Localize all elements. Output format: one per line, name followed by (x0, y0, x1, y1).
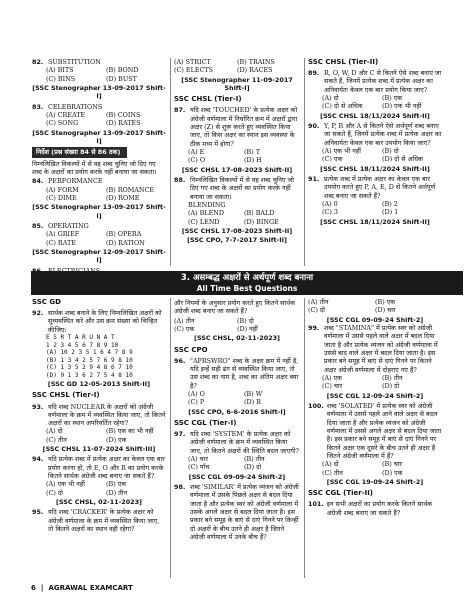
question-text: शब्द 'SOLATED' में प्रत्येक स्वर को अंग्रेजी वर्णमाला में उससे पहले आने वाले अक्षर से बदल दिया जाता है और प्रत्येक व्यंजन को अंग्रेजी वर्णमाला में उससे अगले अक्षर से बदल दिया जाता है। इस प्रकार बने समूह में बाएं से दाएं गिनने पर कितने अक्षर एक दूसरे के बीच उतने ही अक्षर हैं जितने अंग्रेजी वर्णमाला में हैं? (326, 401, 442, 460)
source-tag: [SSC CHSL 18/11/2024 Shift-II] (320, 111, 430, 120)
option-d: (D) H (244, 156, 262, 165)
option-a: (A) तीन (308, 298, 329, 306)
option-b: (B) OPERA (106, 230, 142, 239)
source-tag: [SSC CHSL 18/11/2024 Shift-II] (320, 217, 430, 226)
column-divider (304, 298, 305, 578)
question-number: 99. (308, 323, 320, 332)
option-b: (B) BALD (244, 209, 275, 218)
question-96 (174, 357, 300, 416)
question-92 (32, 309, 166, 388)
option-c: (C) RATE (46, 238, 76, 247)
option-b: (B) COINS (106, 110, 141, 119)
option-c: (C) O (188, 156, 206, 165)
section-tag: SSC CHSL (Tier-I) (32, 391, 100, 400)
question-number: 93. (32, 402, 44, 411)
source-tag: [SSC CPO, 7-7-2017 Shift-II] (187, 236, 287, 245)
question-number: 94. (32, 455, 44, 464)
option-a: (A) दो (322, 460, 339, 469)
option-a: (A) O (188, 390, 205, 399)
option-a: (A) CREATE (46, 110, 86, 119)
column-divider (170, 58, 171, 266)
option-b: (B) तीन (382, 373, 403, 382)
option-c: (C) तीन (322, 468, 343, 477)
question-text: SUBSTITUTION (48, 58, 101, 66)
question-text: "APRSWRO" शब्द के अक्षर क्रम में नहीं है, यदि इन्हें सही ढंग से व्यवस्थित किया जाए, तो उस शब्द का नाम है, शब्द का अंतिम अक्षर क्या है? (190, 356, 299, 390)
section-tag: SSC CGL (Tier-II) (308, 489, 374, 498)
option-d: (D) नहीं (237, 324, 258, 333)
option-a: (A) 0 (322, 200, 338, 209)
option-d: (D) RATES (106, 119, 141, 128)
source-tag: [SSC CHSL 17-08-2023 Shift-II] (181, 165, 293, 174)
option-d: (D) दो से अधिक (382, 155, 423, 164)
grid-row: E S R T A R U N A T (46, 334, 115, 342)
source-tag: [SSC CGL 09-09-24 Shift-2] (326, 315, 424, 324)
section-tag: SSC CHSL (Tier-II) (308, 58, 379, 66)
source-tag: [SSC CHSL, 02-11-2023] (56, 498, 142, 507)
question-82 (32, 58, 166, 101)
option-c: (C) एक (174, 324, 195, 333)
source-tag: [SSC CHSL 11-07-2024 Shift-III] (42, 445, 156, 454)
source-tag: [SSC Stenographer 13-09-2017 Shift-I] (32, 128, 166, 145)
option-a: (A) GRIEF (46, 230, 80, 239)
source-tag: [SSC Stenographer 13-09-2017 Shift-I] (32, 83, 166, 101)
option-d: (D) R (244, 398, 261, 407)
question-95 (32, 508, 166, 533)
question-101 (308, 500, 442, 517)
source-tag: [SSC Stenographer 11-09-2017 Shift-I] (181, 75, 293, 92)
question-text: शब्द 'SIMILAR' में प्रत्येक व्यंजन को अंग्रेजी वर्णमाला में उसके पिछले अक्षर से बदल दिया जाता है और प्रत्येक स्वर को अंग्रेजी वर्णमाला में उसके अगले अक्षर से बदल दिया जाता है। इस प्रकार बने समूह के बाएं से दाएं गिनने पर किन्हीं दो अक्षरों के बीच उतने ही अक्षर हैं जितने अंग्रेजी वर्णमाला में उनके बीच हैं? (190, 483, 299, 542)
source-tag: [SSC CPO, 6-6-2016 Shift-I] (188, 407, 286, 416)
question-number: 101. (308, 500, 324, 509)
option-b: (B) ROMANCE (106, 185, 155, 194)
option-b: (B) BOND (106, 66, 139, 75)
column-divider (170, 298, 171, 578)
option-b: (B) TRAINS (237, 58, 275, 66)
question-text: CELEBRATIONS (48, 102, 103, 111)
question-89 (308, 69, 442, 120)
section-tag: SSC CPO (174, 345, 208, 354)
option-c: (C) P (188, 398, 205, 407)
option-c: (C) ELECTS (174, 66, 214, 75)
question-90 (308, 122, 442, 173)
question-text: PERFORMANCE (48, 177, 103, 186)
option-c: (C) दो (308, 306, 325, 315)
chapter-title: 3. असम्बद्ध अक्षरों से अर्थपूर्ण शब्द बनाना (180, 273, 314, 283)
footer-divider: | (40, 584, 44, 592)
option-b: (B) 2 (382, 200, 398, 209)
question-text: OPERATING (48, 221, 89, 230)
question-number: 83. (32, 102, 44, 111)
question-94 (32, 455, 166, 506)
direction-text: निम्नलिखित विकल्पों में से वह शब्द चुनिए जो दिए गए शब्द के अक्षरों का प्रयोग करके नहीं बनाया जा सकता। (32, 159, 157, 176)
option-a: (A) FORM (46, 185, 79, 194)
direction-heading: निर्देश (प्रश्न संख्या 84 से 86 तक) (32, 147, 127, 157)
option-b: (B) W (244, 390, 263, 399)
option-c: (C) SONG (46, 119, 79, 128)
question-text: यदि प्रत्येक शब्द में प्रत्येक अक्षर का केवल एक बार प्रयोग करना हो, तो E, O और R का प्रयोग करके कितने सार्थक अंग्रेजी शब्द बनाए जा सकते हैं? (48, 455, 165, 481)
question-text: यदि शब्द 'TOUCHED' के प्रत्येक अक्षर को अंग्रेजी वर्णमाला में निर्धारित क्रम में अक्षरों द्वारा अक्षर (Z) से शुरू करते हुए व्यवस्थित किया जाए, तो किस अक्षर का स्थान इस व्यवस्था के ठीक मध्य में होगा? (190, 106, 298, 148)
column-2 (174, 58, 300, 247)
question-83 (32, 103, 166, 146)
option-d: (D) एक भी नहीं (382, 102, 422, 111)
option-b: (B) एक (375, 298, 396, 306)
option-d: (D) चार (375, 306, 396, 315)
question-number: 98. (174, 483, 186, 492)
option-c: (C) दो (46, 488, 63, 497)
grid-row: 1 2 3 4 5 6 7 8 9 10 (46, 341, 119, 349)
option-c: (C) चार (322, 382, 343, 391)
question-number: 87. (174, 106, 186, 115)
question-91 (308, 175, 442, 226)
option-d: (D) ROME (106, 193, 140, 202)
question-88 (174, 176, 300, 245)
option-a: (A) दो (322, 94, 339, 103)
question-text: यदि शब्द NUCLEAR के अक्षरों को अंग्रेजी वर्णमाला के क्रम में व्यवस्थित किया जाए, तो कितने अक्षरों का स्थान अपरिवर्तित रहेगा? (48, 402, 166, 428)
option-d: (D) RATION (106, 238, 145, 247)
question-text: यदि शब्द 'CRACKER' के प्रत्येक अक्षर को अंग्रेजी वर्णमाला के क्रम में व्यवस्थित किया जाए, तो कितने अक्षरों का स्थान वही रहेगा? (48, 508, 160, 534)
column-6 (308, 298, 442, 519)
page-footer (31, 584, 133, 593)
option-d: (D) BUST (106, 74, 137, 83)
column-divider (304, 58, 305, 266)
option-b: (B) दो (237, 316, 254, 325)
given-word: BLENDING (188, 201, 226, 210)
question-text: शब्द "STAMINA" में प्रत्येक स्वर को अंग्रेजी वर्णमाला में उससे पहले वाले अक्षर में बदल दिया जाता है और प्रत्येक व्यंजन को अंग्रेजी वर्णमाला में उससे बाद वाले अक्षर में बदल दिया जाता है। इस प्रकार बने समूह में बाएं से दाएं गिनने पर कितने अक्षर अंग्रेजी वर्णमाला में दोहराए गए हैं? (324, 323, 438, 374)
source-tag: [SSC GD 12-05-2013 Shift-II] (47, 380, 151, 389)
option-d: (D) BINGE (244, 217, 279, 226)
option-a: (A) E (188, 148, 205, 157)
brand-name: AGRAWAL EXAMCART (48, 584, 133, 592)
grid-row: (D) 9 1 3 6 2 7 5 4 8 10 (46, 371, 133, 379)
question-text: इन सभी अक्षरों का प्रयोग करके कितने सार्थक अंग्रेजी शब्द बनाए जा सकते हैं? (326, 500, 433, 517)
chapter-banner (31, 271, 463, 295)
question-text: निम्नलिखित विकल्पों में से वह शब्द चुनिए जो दिए गए शब्द के अक्षरों का प्रयोग करके नहीं बनाया जा सकता। (190, 176, 294, 201)
chapter-subtitle: All Time Best Questions (196, 284, 298, 294)
option-c: (C) दो से अधिक (322, 102, 363, 111)
question-number: 90. (308, 122, 320, 131)
question-97 (174, 430, 300, 481)
option-b: (B) एक (382, 94, 403, 103)
question-text: Y, P, R और A से कितने ऐसे अर्थपूर्ण शब्द बनाए जा सकते हैं, जिनमें प्रत्येक शब्द में प्रत्येक अक्षर का अनिवार्यतः केवल एक बार उपयोग किया जाए? (324, 122, 442, 147)
question-number: 96. (174, 356, 186, 365)
question-100 (308, 402, 442, 486)
option-d: (D) दो (382, 382, 400, 391)
option-a: (A) एक भी नहीं (322, 147, 361, 156)
question-number: 84. (32, 177, 44, 186)
option-b: (B) एक (106, 480, 127, 489)
option-a: (A) चार (188, 455, 208, 464)
source-tag: [SSC CGL 19-09-24 Shift-2] (326, 477, 424, 486)
question-99 (308, 324, 442, 400)
option-a: (A) STRICT (174, 58, 211, 66)
question-number: 88. (174, 176, 186, 185)
option-b: (B) दो (382, 147, 399, 156)
option-b: (B) चार (382, 460, 403, 469)
option-a: (A) BLEND (188, 209, 224, 218)
option-c: (C) BINS (46, 74, 76, 83)
option-c: (C) पाँच (188, 463, 210, 472)
option-c: (C) 3 (322, 208, 338, 217)
section-tag: SSC GD (32, 298, 61, 306)
source-tag: [SSC Stenographer 13-09-2017 Shift-I] (32, 203, 166, 220)
question-number: 97. (174, 430, 186, 439)
option-c: (C) LEND (188, 217, 220, 226)
option-c: (C) एक (322, 155, 343, 164)
section-tag: SSC CGL (Tier-I) (174, 419, 237, 428)
option-a: (A) तीन (174, 316, 195, 325)
source-tag: [SSC CHSL, 02-11-2023] (194, 334, 280, 343)
column-3 (308, 58, 442, 228)
question-number: 91. (308, 175, 320, 184)
option-a: (A) एक (322, 373, 343, 382)
option-c: (C) DIME (46, 193, 77, 202)
question-98 (174, 483, 300, 541)
column-5 (174, 298, 300, 543)
source-tag: [SSC CHSL 17-08-2023 Shift-II] (181, 227, 293, 235)
option-b: (B) तीन (244, 455, 265, 464)
question-84 (32, 177, 166, 220)
letter-grid (32, 334, 166, 379)
question-87 (174, 106, 300, 174)
option-d: (D) तीन (106, 488, 127, 497)
option-b: (B) T (244, 148, 260, 157)
option-d: (D) दो (244, 463, 262, 472)
option-a: (A) एक भी नहीं (46, 480, 85, 489)
option-a: (A) BITS (46, 66, 74, 75)
grid-row: (B) 1 3 4 2 5 7 6 9 8 10 (46, 356, 133, 364)
question-number: 92. (32, 309, 44, 318)
question-number: 95. (32, 508, 44, 517)
source-tag: [SSC Stenographer 12-09-2017 Shift-I] (32, 247, 166, 265)
question-number: 85. (32, 221, 44, 230)
question-85 (32, 222, 166, 265)
option-d: (D) एक (106, 435, 127, 444)
question-number: 82. (32, 58, 44, 66)
question-number: 100. (308, 401, 324, 410)
source-tag: [SSC CHSL 18/11/2024 Shift-II] (320, 164, 430, 173)
option-b: (B) एक का भी नहीं (106, 427, 154, 436)
option-a: (A) दो (46, 427, 63, 436)
section-tag: SSC CHSL (Tier-I) (174, 95, 242, 104)
column-1 (32, 58, 166, 277)
grid-row: (A) 10 2 3 5 1 6 4 7 8 9 (46, 349, 133, 357)
option-d: (D) RACES (237, 66, 273, 75)
question-text: प्रत्येक शब्द में प्रत्येक अक्षर का केवल एक बार उपयोग करते हुए P, A, E, D से कितने अर्थपूर्ण शब्द बनाए जा सकते हैं? (324, 175, 436, 200)
source-tag: [SSC CGL 09-09-24 Shift-2] (188, 472, 286, 481)
question-text: सार्थक शब्द बनाने के लिए निम्नलिखित अक्षरों को सुव्यवस्थित करें और उस क्रम संख्या को चिन्हित कीजिए: (48, 309, 162, 334)
question-93 (32, 403, 166, 454)
question-text: R, O, W, D और C से कितने ऐसे शब्द बनाए जा सकते हैं, जिनमें प्रत्येक शब्द में प्रत्येक अक्षर का अनिवार्यतः केवल एक बार प्रयोग किया जाए? (324, 69, 442, 94)
source-tag: [SSC CGL 12-09-24 Shift-2] (326, 391, 424, 400)
question-number: 89. (308, 69, 320, 78)
option-d: (D) एक (382, 468, 403, 477)
option-d: (D) 1 (382, 208, 399, 217)
option-c: (C) तीन (46, 435, 67, 444)
continued-text: और नियमों के अनुसार प्रयोग करते हुए कितने सार्थक अंग्रेजी शब्द बनाए जा सकते हैं? (174, 299, 296, 316)
grid-row: (C) 1 3 5 2 9 4 8 6 7 10 (46, 364, 133, 372)
column-4 (32, 298, 166, 535)
page-number: 6 (31, 584, 36, 592)
question-text: यदि शब्द 'SYSTEM' के प्रत्येक अक्षर को अंग्रेजी वर्णमाला के क्रम में व्यवस्थित किया जाए, तो कितने अक्षरों की स्थिति बदल जाएगी? (190, 430, 299, 455)
